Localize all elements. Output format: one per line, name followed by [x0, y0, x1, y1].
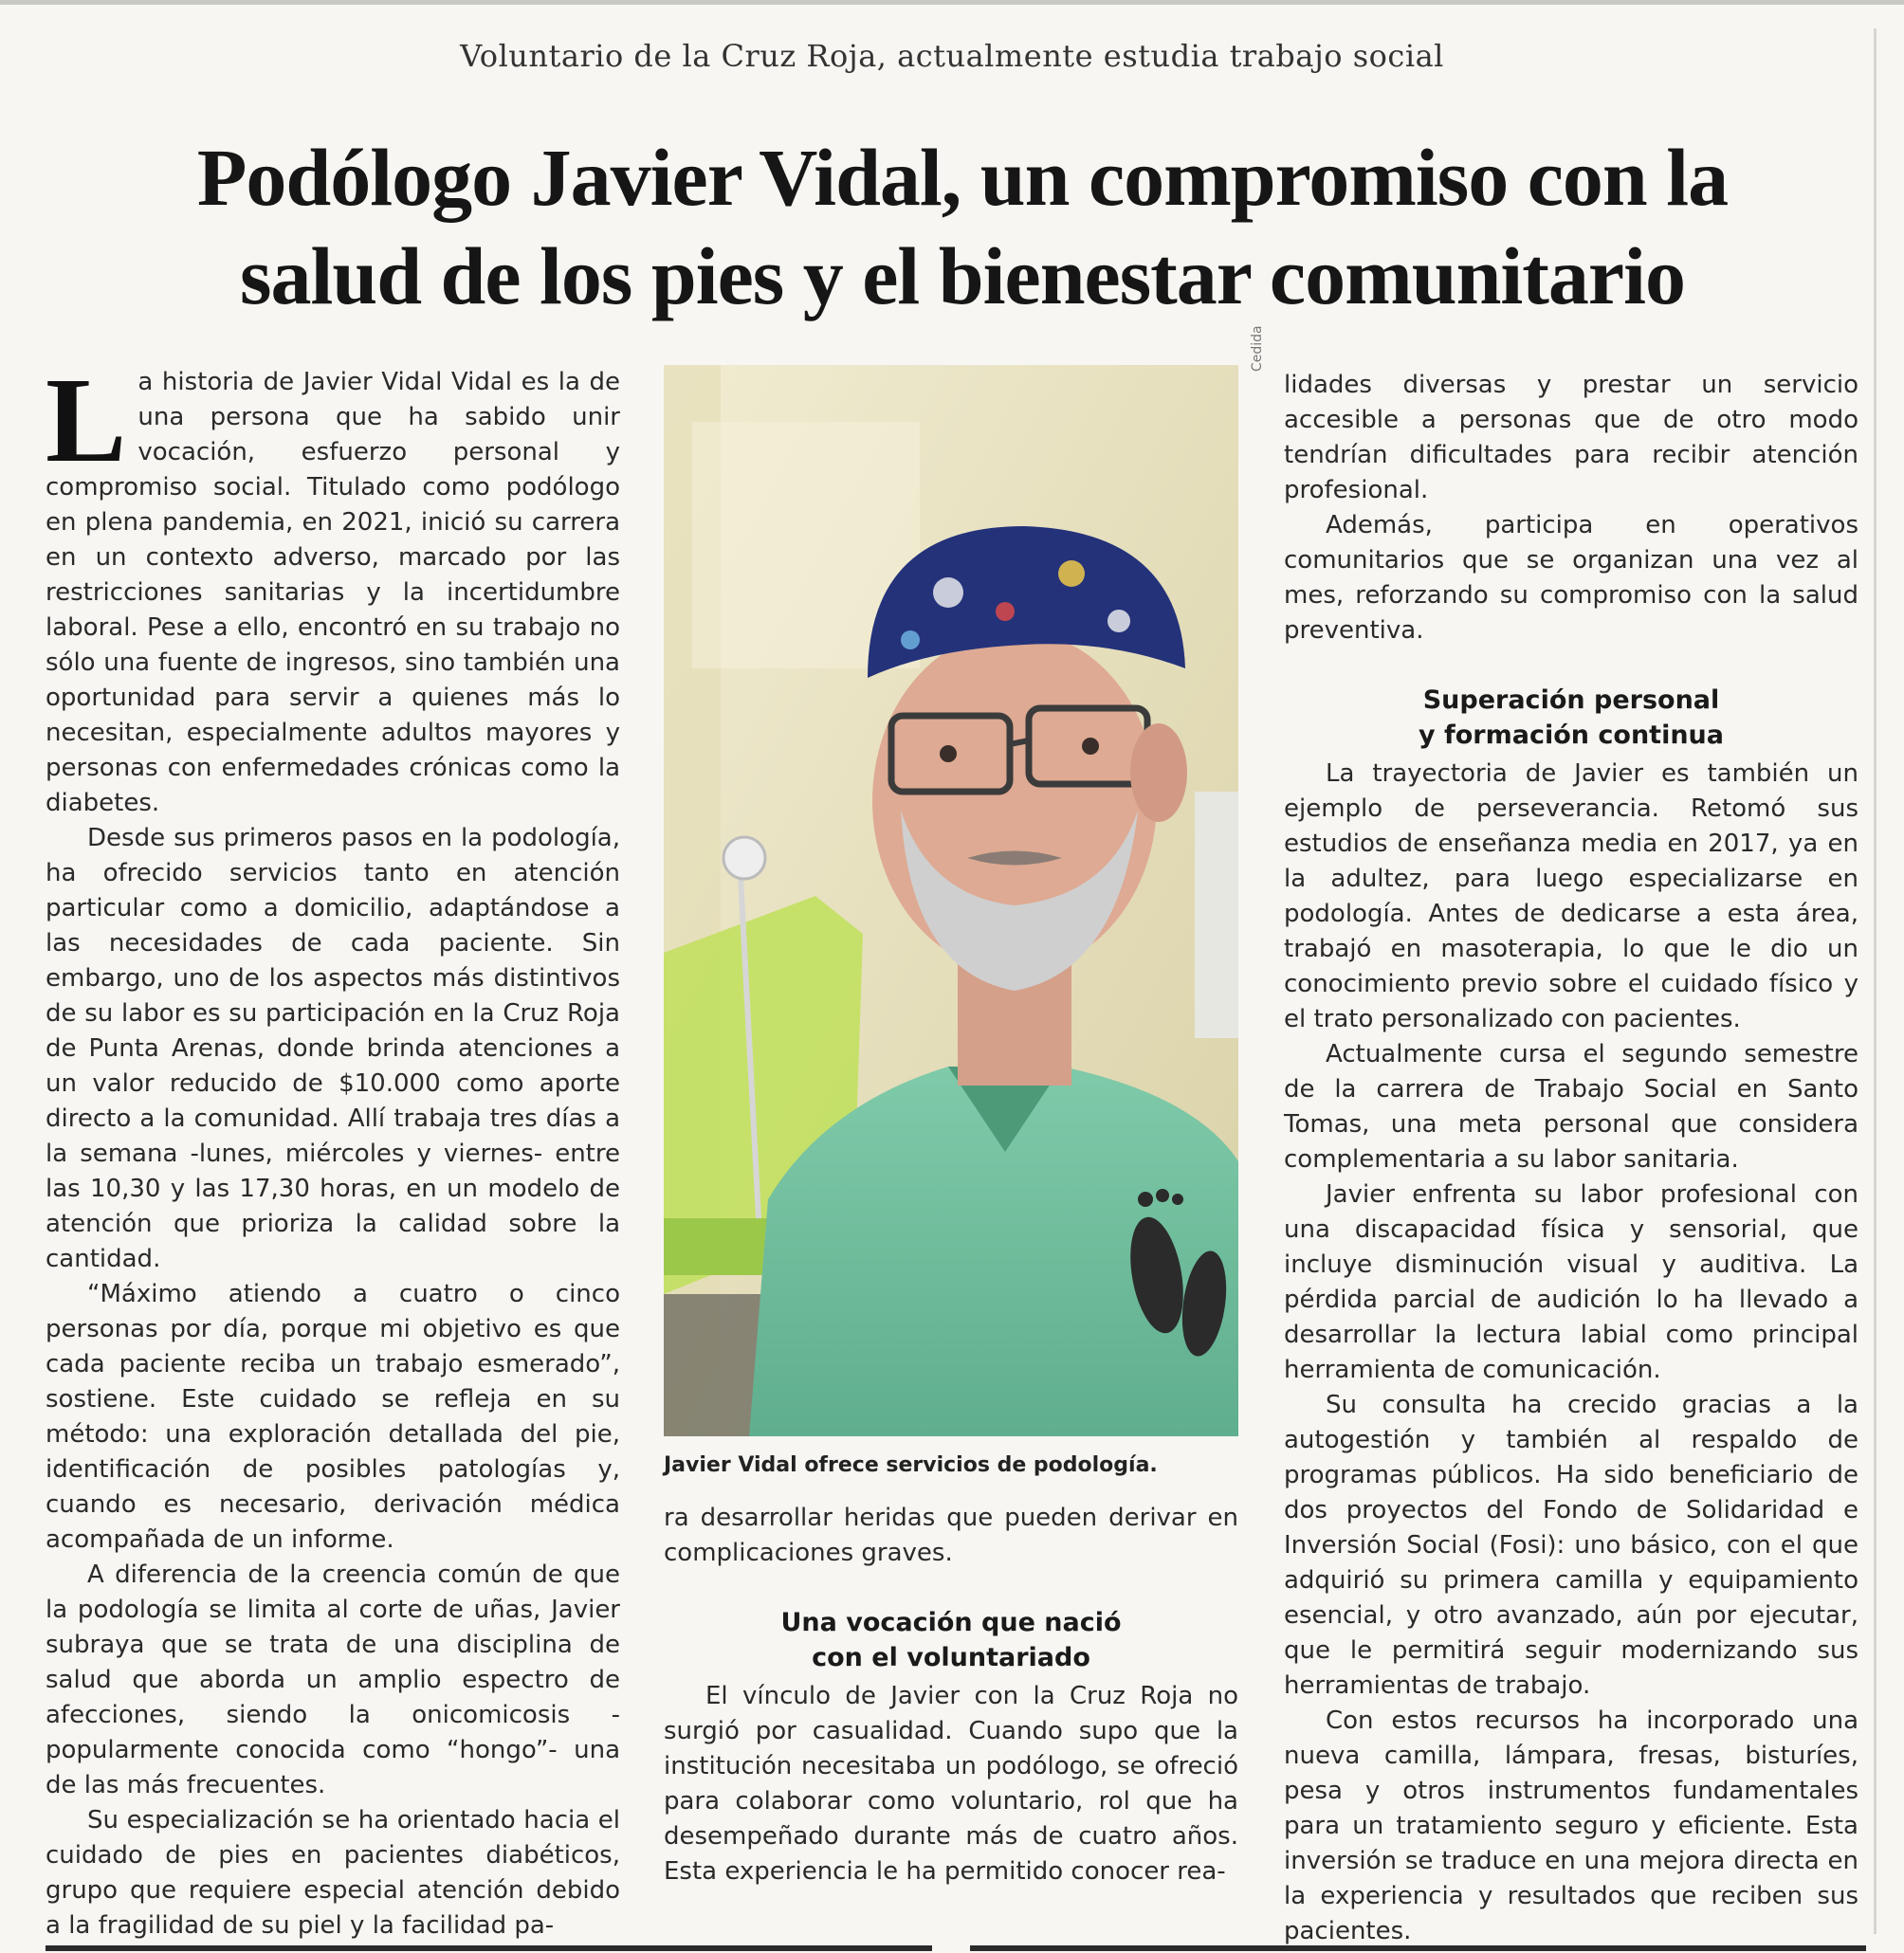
paragraph: Actualmente cursa el segundo semestre de la carrera de Trabajo Social en Santo Tomas, una meta personal que considera complementaria a su labor sanitaria. — [1284, 1040, 1858, 1174]
paragraph: Además, participa en operativos comunitarios que se organizan una vez al mes, reforzando su compromiso con la salud preventiva. — [1284, 511, 1858, 645]
article-photo — [664, 365, 1238, 1436]
headline-line-1: Podólogo Javier Vidal, un compromiso con la — [196, 132, 1729, 223]
paragraph: Desde sus primeros pasos en la podología, ha ofrecido servicios tanto en atención particular como a domicilio, adaptándose a las necesidades de cada paciente. Sin embargo, uno de los aspectos más distintivos de su labor es su participación en la Cruz Roja de Punta Arenas, donde brinda atenciones a un valor reducido de $10.000 como aporte directo a la comunidad. Allí trabaja tres días a la semana -lunes, miércoles y viernes- entre las 10,30 y las 17,30 horas, en un modelo de atención que prioriza la calidad sobre la cantidad. — [46, 824, 620, 1273]
subheading-line-2: y formación continua — [1419, 721, 1724, 750]
drop-cap: L — [46, 353, 127, 487]
subheading-line-2: con el voluntariado — [812, 1643, 1090, 1672]
article-column-3 — [1284, 368, 1858, 1949]
paragraph: ra desarrollar heridas que pueden derivar en complicaciones graves. — [664, 1504, 1238, 1567]
portrait-illustration — [664, 365, 1238, 1436]
paragraph: Con estos recursos ha incorporado una nueva camilla, lámpara, fresas, bisturíes, pesa y otros instrumentos fundamentales para un tratamiento seguro y eficiente. Esta inversión se traduce en una mejora directa en la experiencia y resultados que reciben sus pacientes. — [1284, 1707, 1858, 1945]
paragraph: Su especialización se ha orientado hacia el cuidado de pies en pacientes diabéticos, grupo que requiere especial atención debido a la fragilidad de su piel y la facilidad pa- — [46, 1806, 620, 1940]
article-kicker: Voluntario de la Cruz Roja, actualmente estudia trabajo social — [460, 38, 1444, 74]
column-divider-right — [1874, 28, 1877, 1934]
subheading-line-1: Superación personal — [1422, 685, 1720, 715]
photo-caption: Javier Vidal ofrece servicios de podología. — [664, 1453, 1158, 1477]
bottom-rule-left — [46, 1945, 932, 1951]
photo-credit: Cedida — [1250, 325, 1265, 372]
paragraph: A diferencia de la creencia común de que la podología se limita al corte de uñas, Javier subraya que se trata de una disciplina de salud que aborda un amplio espectro de afecciones, siendo la onicomicosis -popularmente conocida como “hongo”- una de las más frecuentes. — [46, 1561, 620, 1799]
article-column-1 — [46, 353, 620, 1944]
paragraph: La historia de Javier Vidal Vidal es la de una persona que ha sabido unir vocación, esfuerzo personal y compromiso social. Titulado como podólogo en plena pandemia, en 2021, inició su carrera en un contexto adverso, marcado por las restricciones sanitarias y la incertidumbre laboral. Pese a ello, encontró en su trabajo no sólo una fuente de ingresos, sino también una oportunidad para servir a quienes más lo necesitan, especialmente adultos mayores y personas con enfermedades crónicas como la diabetes. — [46, 353, 620, 817]
top-rule — [0, 0, 1904, 5]
paragraph: El vínculo de Javier con la Cruz Roja no surgió por casualidad. Cuando supo que la institución necesitaba un podólogo, se ofreció para colaborar como voluntario, rol que ha desempeñado durante más de cuatro años. Esta experiencia le ha permitido conocer rea- — [664, 1682, 1238, 1886]
paragraph: lidades diversas y prestar un servicio accesible a personas que de otro modo tendrían dificultades para recibir atención profesional. — [1284, 371, 1858, 504]
subheading-line-1: Una vocación que nació — [780, 1608, 1122, 1637]
paragraph: La trayectoria de Javier es también un ejemplo de perseverancia. Retomó sus estudios de enseñanza media en 2017, ya en la adultez, para luego especializarse en podología. Antes de dedicarse a esta área, trabajó en masoterapia, lo que le dio un conocimiento previo sobre el cuidado físico y el trato personalizado con pacientes. — [1284, 759, 1858, 1033]
paragraph: Javier enfrenta su labor profesional con una discapacidad física y sensorial, que incluye disminución visual y auditiva. La pérdida parcial de audición lo ha llevado a desarrollar la lectura labial como principal herramienta de comunicación. — [1284, 1180, 1858, 1384]
paragraph: Su consulta ha crecido gracias a la autogestión y también al respaldo de programas públicos. Ha sido beneficiario de dos proyectos del Fondo de Solidaridad e Inversión Social (Fosi): uno básico, con el que adquirió su primera camilla y equipamiento esencial, y otro avanzado, aún por ejecutar, que le permitirá seguir modernizando sus herramientas de trabajo. — [1284, 1391, 1858, 1700]
headline-line-2: salud de los pies y el bienestar comunitario — [240, 230, 1685, 321]
article-column-2 — [664, 365, 1238, 1889]
subheading-superacion — [1284, 683, 1858, 753]
article-headline — [57, 128, 1868, 325]
subheading-vocacion — [664, 1605, 1238, 1675]
paragraph: “Máximo atiendo a cuatro o cinco personas por día, porque mi objetivo es que cada paciente reciba un trabajo esmerado”, sostiene. Este cuidado se refleja en su método: una exploración detallada del pie, identificación de posibles patologías y, cuando es necesario, derivación médica acompañada de un informe. — [46, 1280, 620, 1554]
